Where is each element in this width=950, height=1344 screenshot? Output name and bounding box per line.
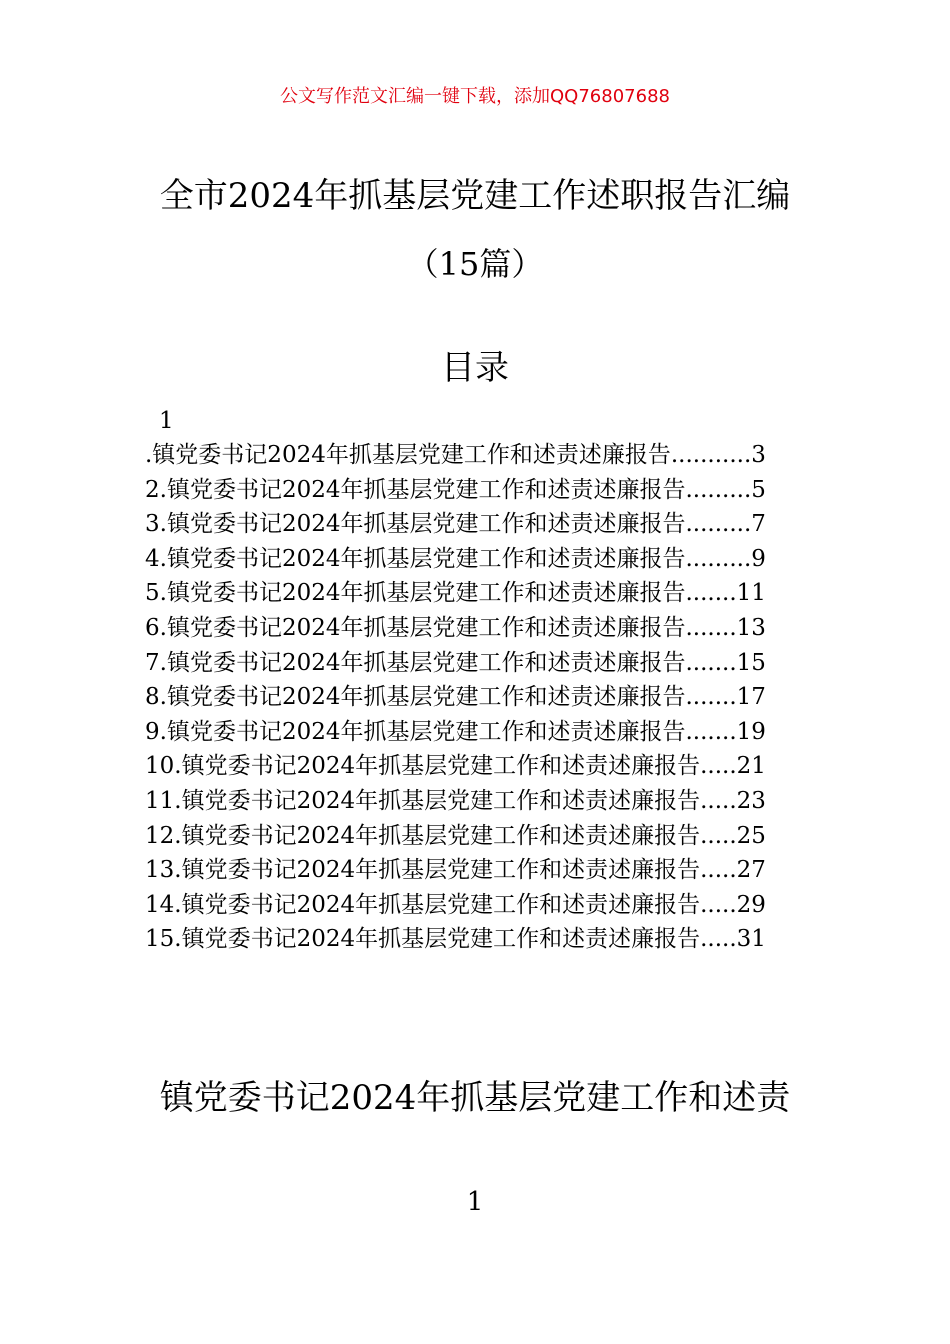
table-of-contents bbox=[145, 404, 807, 957]
toc-item[interactable]: 14.镇党委书记2024年抓基层党建工作和述责述廉报告.....29 bbox=[145, 891, 766, 918]
toc-item[interactable]: 9.镇党委书记2024年抓基层党建工作和述责述廉报告.......19 bbox=[145, 718, 766, 745]
page-number: 1 bbox=[466, 1187, 484, 1217]
toc-item[interactable]: 3.镇党委书记2024年抓基层党建工作和述责述廉报告.........7 bbox=[145, 511, 766, 538]
toc-item[interactable]: 15.镇党委书记2024年抓基层党建工作和述责述廉报告.....31 bbox=[145, 926, 766, 953]
toc-item[interactable]: 7.镇党委书记2024年抓基层党建工作和述责述廉报告.......15 bbox=[145, 649, 766, 676]
toc-heading: 目录 bbox=[441, 348, 509, 388]
toc-item[interactable]: 13.镇党委书记2024年抓基层党建工作和述责述廉报告.....27 bbox=[145, 857, 766, 884]
toc-item[interactable]: 6.镇党委书记2024年抓基层党建工作和述责述廉报告.......13 bbox=[145, 614, 766, 641]
header-note: 公文写作范文汇编一键下载，添加QQ76807688 bbox=[280, 86, 670, 107]
toc-item[interactable]: 5.镇党委书记2024年抓基层党建工作和述责述廉报告.......11 bbox=[145, 580, 766, 607]
toc-item[interactable]: .镇党委书记2024年抓基层党建工作和述责述廉报告...........3 bbox=[145, 442, 766, 468]
toc-item[interactable]: 2.镇党委书记2024年抓基层党建工作和述责述廉报告.........5 bbox=[145, 476, 766, 503]
document-subtitle: （15篇） bbox=[406, 245, 544, 283]
document-title: 全市2024年抓基层党建工作述职报告汇编 bbox=[159, 176, 791, 216]
section-title: 镇党委书记2024年抓基层党建工作和述责 bbox=[159, 1078, 791, 1118]
toc-item[interactable]: 10.镇党委书记2024年抓基层党建工作和述责述廉报告.....21 bbox=[145, 753, 766, 780]
toc-item[interactable]: 12.镇党委书记2024年抓基层党建工作和述责述廉报告.....25 bbox=[145, 822, 766, 849]
toc-first-item-number: 1 bbox=[159, 408, 174, 434]
toc-item[interactable]: 11.镇党委书记2024年抓基层党建工作和述责述廉报告.....23 bbox=[145, 787, 766, 814]
toc-item[interactable]: 8.镇党委书记2024年抓基层党建工作和述责述廉报告.......17 bbox=[145, 684, 766, 711]
toc-item[interactable]: 4.镇党委书记2024年抓基层党建工作和述责述廉报告.........9 bbox=[145, 545, 766, 572]
